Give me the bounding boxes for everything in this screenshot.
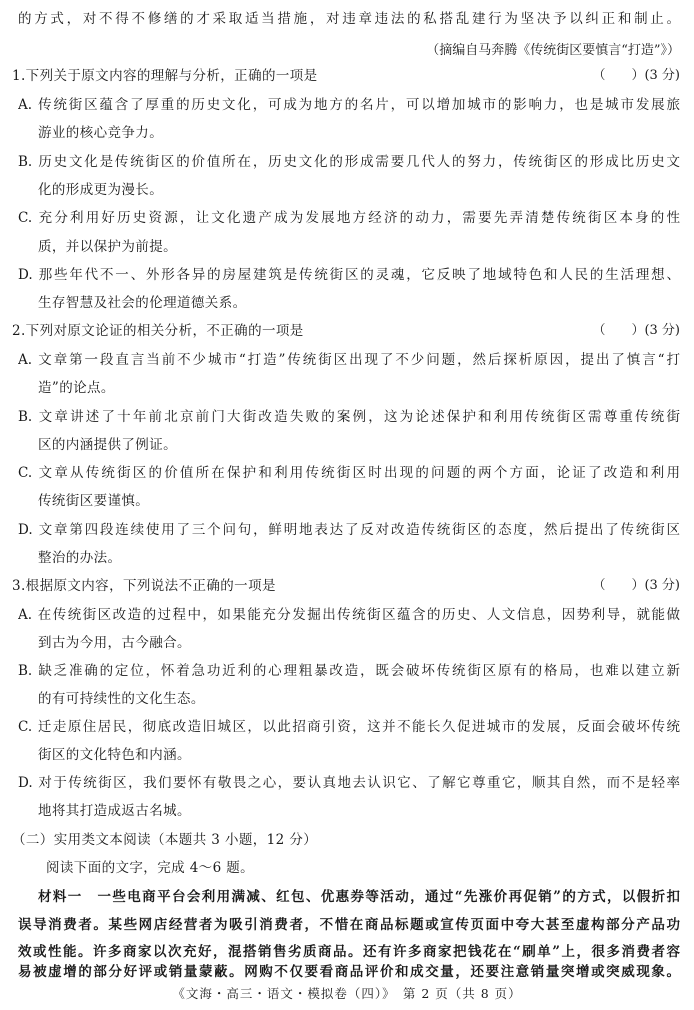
q1-option-d-line1: D. 那些年代不一、外形各异的房屋建筑是传统街区的灵魂，它反映了地域特色和人民的生活理想、: [18, 267, 680, 283]
q3-option-c-line2: 街区的文化特色和内涵。: [38, 747, 191, 763]
material-one-line2: 误导消费者。某些网店经营者为吸引消费者，不惜在商品标题或宣传页面中夸大甚至虚构部分产品功: [18, 917, 680, 933]
material-one-line3: 效或性能。许多商家以次充好，混搭销售劣质商品。还有许多商家把钱花在“刷单”上，很多消费者容: [18, 944, 680, 960]
q2-stem: 2.下列对原文论证的相关分析，不正确的一项是: [12, 323, 304, 339]
q2-option-d-line2: 整治的办法。: [38, 550, 122, 566]
q3-option-a-line1: A. 在传统街区改造的过程中，如果能充分发掘出传统街区蕴含的历史、人文信息，因势利导，就能做: [18, 607, 680, 623]
q1-stem: 1.下列关于原文内容的理解与分析，正确的一项是: [12, 68, 318, 84]
q2-option-d-line1: D. 文章第四段连续使用了三个问句，鲜明地表达了反对改造传统街区的态度，然后提出了传统街区: [18, 522, 680, 538]
q2-option-c-line1: C. 文章从传统街区的价值所在保护和利用传统街区时出现的问题的两个方面，论证了改造和利用: [18, 465, 680, 481]
q3-option-c-line1: C. 迁走原住居民，彻底改造旧城区，以此招商引资，这并不能长久促进城市的发展，反面会破坏传统: [18, 719, 680, 735]
q3-stem: 3.根据原文内容，下列说法不正确的一项是: [12, 578, 276, 594]
q3-option-d-line1: D. 对于传统街区，我们要怀有敬畏之心，要认真地去认识它、了解它尊重它，顺其自然，而不是轻率: [18, 775, 680, 791]
q2-option-a-line2: 造”的论点。: [38, 380, 115, 396]
q2-option-a-line1: A. 文章第一段直言当前不少城市“打造”传统街区出现了不少问题，然后探析原因，提出了慎言“打: [18, 352, 680, 368]
section-instruction: 阅读下面的文字，完成 4～6 题。: [46, 860, 255, 876]
q1-option-c-line1: C. 充分利用好历史资源，让文化遗产成为发展地方经济的动力，需要先弄清楚传统街区本身的性: [18, 210, 680, 226]
source-citation: （摘编自马奔腾《传统街区要慎言“打造”》）: [426, 43, 680, 58]
page-footer: 《文海・高三・语文・模拟卷（四）》 第 2 页（共 8 页）: [172, 986, 522, 1001]
q1-option-b-line2: 化的形成更为漫长。: [38, 182, 164, 198]
material-one-line4: 易被虚增的部分好评或销量蒙蔽。网购不仅要看商品评价和成交量，还要注意销量突增或突威现象。: [18, 964, 680, 980]
q2-option-b-line2: 区的内涵提供了例证。: [38, 437, 177, 453]
q2-option-b-line1: B. 文章讲述了十年前北京前门大街改造失败的案例，这为论述保护和利用传统街区需尊重传统街: [18, 409, 680, 425]
q2-option-c-line2: 传统街区要谨慎。: [38, 493, 150, 509]
q1-score: （ ）(3 分): [592, 68, 680, 83]
q3-option-d-line2: 地将其打造成返古名城。: [38, 803, 191, 819]
q1-option-b-line1: B. 历史文化是传统街区的价值所在，历史文化的形成需要几代人的努力，传统街区的形成比历史文: [18, 154, 680, 170]
q3-option-b-line2: 的有可持续性的文化生态。: [38, 691, 205, 707]
q1-option-d-line2: 生存智慧及社会的伦理道德关系。: [38, 295, 247, 311]
q1-option-a-line2: 游业的核心竞争力。: [38, 125, 164, 141]
q2-score: （ ）(3 分): [592, 323, 680, 338]
q1-option-a-line1: A. 传统街区蕴含了厚重的历史文化，可成为地方的名片，可以增加城市的影响力，也是城市发展旅: [18, 97, 680, 113]
top-continuation-line: 的方式，对不得不修缮的才采取适当措施，对违章违法的私搭乱建行为坚决予以纠正和制止。: [18, 11, 680, 27]
q3-option-b-line1: B. 缺乏准确的定位，怀着急功近利的心理粗暴改造，既会破坏传统街区原有的格局，也难以建立新: [18, 663, 680, 679]
q3-score: （ ）(3 分): [592, 578, 680, 593]
section-heading: （二）实用类文本阅读（本题共 3 小题，12 分）: [12, 832, 318, 848]
q1-option-c-line2: 质，并以保护为前提。: [38, 239, 177, 255]
q3-option-a-line2: 到古为今用，古今融合。: [38, 635, 191, 651]
material-one-line1: 材料一 一些电商平台会利用满减、红包、优惠券等活动，通过“先涨价再促销”的方式，以假折扣: [38, 889, 680, 905]
